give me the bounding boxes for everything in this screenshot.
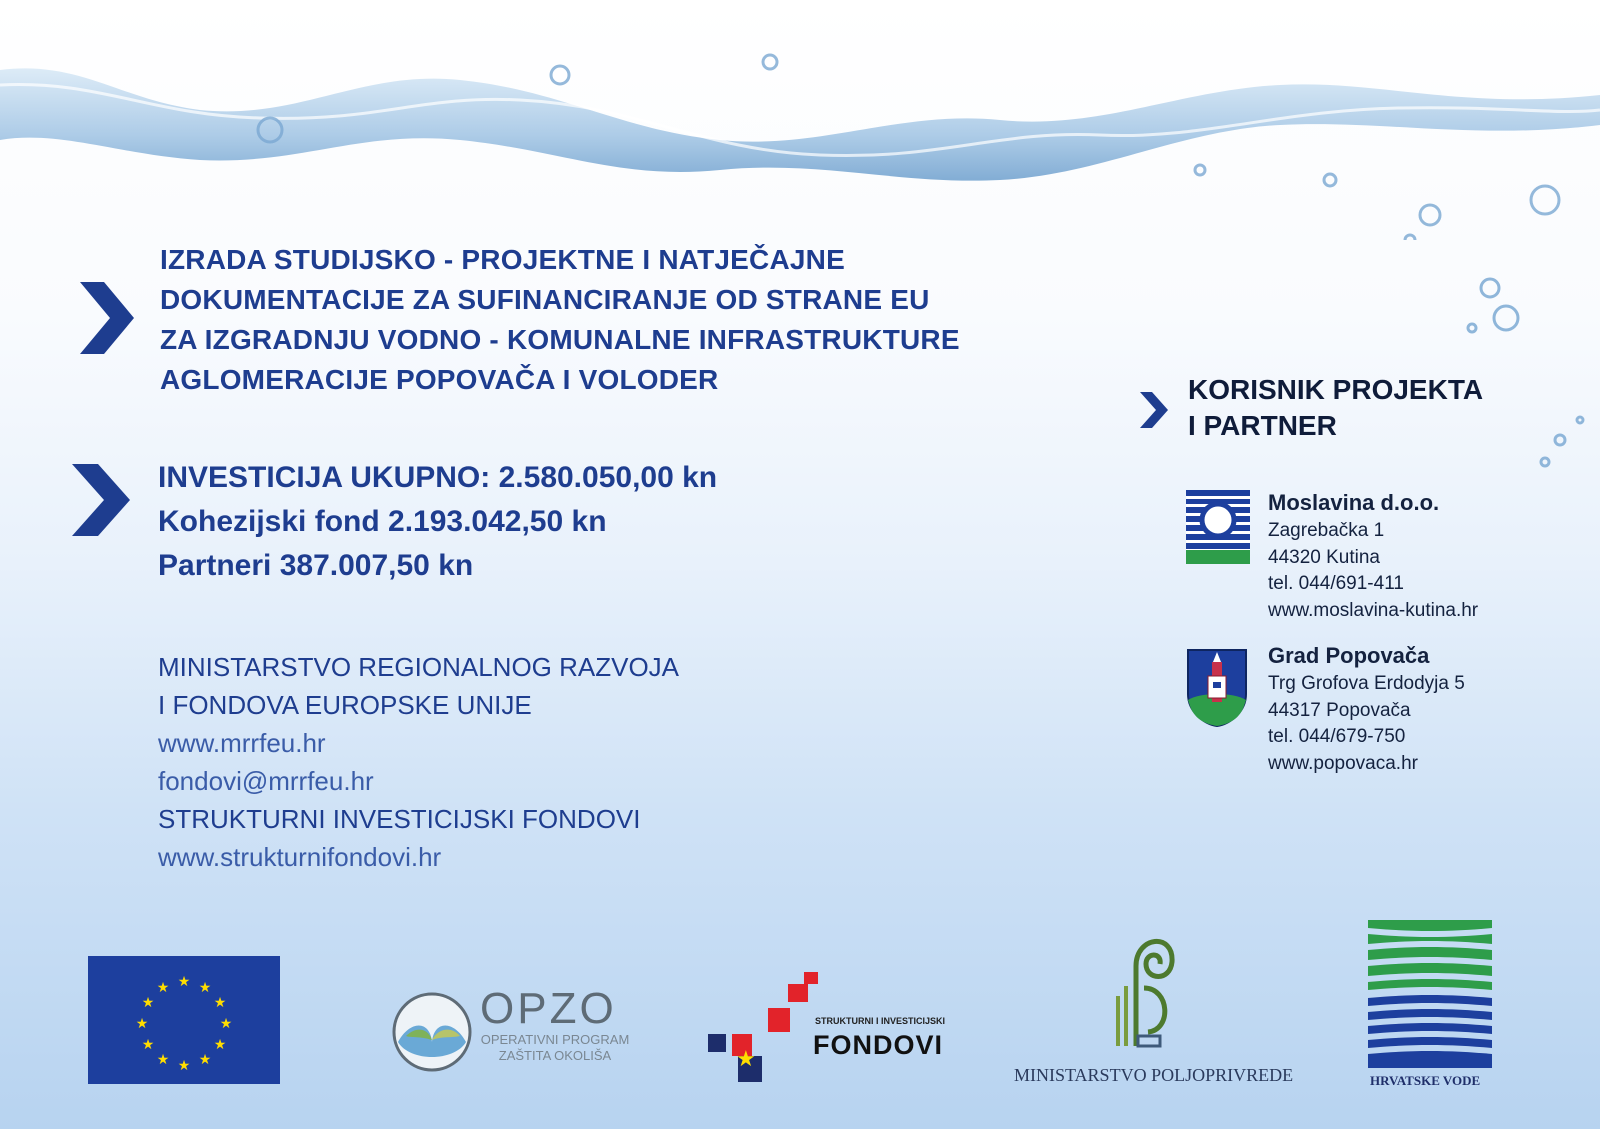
chevron-right-icon <box>1140 392 1170 428</box>
partner-name: Moslavina d.o.o. <box>1268 490 1440 515</box>
svg-text:★: ★ <box>177 974 191 990</box>
partner-street: Trg Grofova Erdodyja 5 <box>1268 673 1465 694</box>
ministry-name: I FONDOVA EUROPSKE UNIJE <box>158 690 532 720</box>
svg-text:★: ★ <box>213 1037 227 1053</box>
partner-city: 44317 Popovača <box>1268 699 1411 721</box>
svg-text:★: ★ <box>177 1058 191 1074</box>
project-title <box>160 240 960 400</box>
eu-flag-logo <box>88 956 280 1084</box>
investment-total-label: INVESTICIJA UKUPNO: <box>158 461 491 494</box>
funds-web-link[interactable]: www.strukturnifondovi.hr <box>158 842 442 872</box>
partner-city: 44320 Kutina <box>1268 546 1380 568</box>
fondovi-title: FONDOVI <box>813 1030 944 1060</box>
svg-text:★: ★ <box>156 1052 170 1068</box>
svg-text:★: ★ <box>141 995 155 1011</box>
beneficiary-heading-line: I PARTNER <box>1188 410 1337 441</box>
hrvatske-vode-logo <box>1368 920 1492 1072</box>
partner-tel: tel. 044/679-750 <box>1268 726 1406 747</box>
title-line: ZA IZGRADNJU VODNO - KOMUNALNE INFRASTRUKTURE <box>160 324 960 355</box>
svg-text:★: ★ <box>198 980 212 996</box>
partner-web-link[interactable]: www.popovaca.hr <box>1268 752 1418 774</box>
title-line: DOKUMENTACIJE ZA SUFINANCIRANJE OD STRANE EU <box>160 284 930 315</box>
partner-name: Grad Popovača <box>1268 643 1430 668</box>
investment-partners: Partneri 387.007,50 kn <box>158 549 474 582</box>
beneficiary-heading <box>1188 372 1483 444</box>
popovaca-coat-of-arms <box>1186 648 1248 728</box>
opzo-subtitle: OPERATIVNI PROGRAM <box>480 1032 630 1047</box>
investment-block <box>158 456 717 588</box>
partner-web-link[interactable]: www.moslavina-kutina.hr <box>1268 599 1479 621</box>
title-line: IZRADA STUDIJSKO - PROJEKTNE I NATJEČAJNE <box>160 244 845 275</box>
hrvatske-vode-label: HRVATSKE VODE <box>1370 1073 1481 1088</box>
ministry-agriculture-label: MINISTARSTVO POLJOPRIVREDE <box>1014 1065 1294 1085</box>
svg-text:★: ★ <box>736 1047 756 1072</box>
svg-text:★: ★ <box>213 995 227 1011</box>
fondovi-subtitle: STRUKTURNI I INVESTICIJSKI <box>815 1016 946 1026</box>
partner-tel: tel. 044/691-411 <box>1268 573 1404 594</box>
opzo-emblem-icon <box>390 990 474 1074</box>
opzo-subtitle: ZAŠTITA OKOLIŠA <box>498 1048 612 1063</box>
investment-cohesion: Kohezijski fond 2.193.042,50 kn <box>158 505 607 538</box>
ministry-block <box>158 648 679 876</box>
opzo-title: OPZO <box>480 984 617 1033</box>
water-droplets <box>1420 240 1600 480</box>
investment-total-value: 2.580.050,00 kn <box>498 461 718 494</box>
beneficiary-heading-line: KORISNIK PROJEKTA <box>1188 374 1484 405</box>
svg-text:★: ★ <box>219 1016 233 1032</box>
ministry-agriculture-emblem-icon <box>1108 926 1178 1054</box>
svg-text:★: ★ <box>198 1052 212 1068</box>
title-line: AGLOMERACIJE POPOVAČA I VOLODER <box>160 364 719 395</box>
investment-total <box>158 456 717 500</box>
svg-text:★: ★ <box>141 1037 155 1053</box>
ministry-email-link[interactable]: fondovi@mrrfeu.hr <box>158 766 374 796</box>
water-wave-image <box>0 0 1600 240</box>
partner-street: Zagrebačka 1 <box>1268 520 1385 541</box>
funds-name: STRUKTURNI INVESTICIJSKI FONDOVI <box>158 804 641 834</box>
svg-text:★: ★ <box>156 980 170 996</box>
svg-text:★: ★ <box>135 1016 149 1032</box>
partner-moslavina <box>1268 488 1478 624</box>
chevron-right-icon <box>72 464 132 536</box>
partner-popovaca <box>1268 641 1465 777</box>
ministry-name: MINISTARSTVO REGIONALNOG RAZVOJA <box>158 652 680 682</box>
moslavina-logo <box>1186 490 1250 564</box>
ministry-web-link[interactable]: www.mrrfeu.hr <box>158 728 326 758</box>
chevron-right-icon <box>80 282 136 354</box>
opzo-logo <box>480 986 630 1064</box>
